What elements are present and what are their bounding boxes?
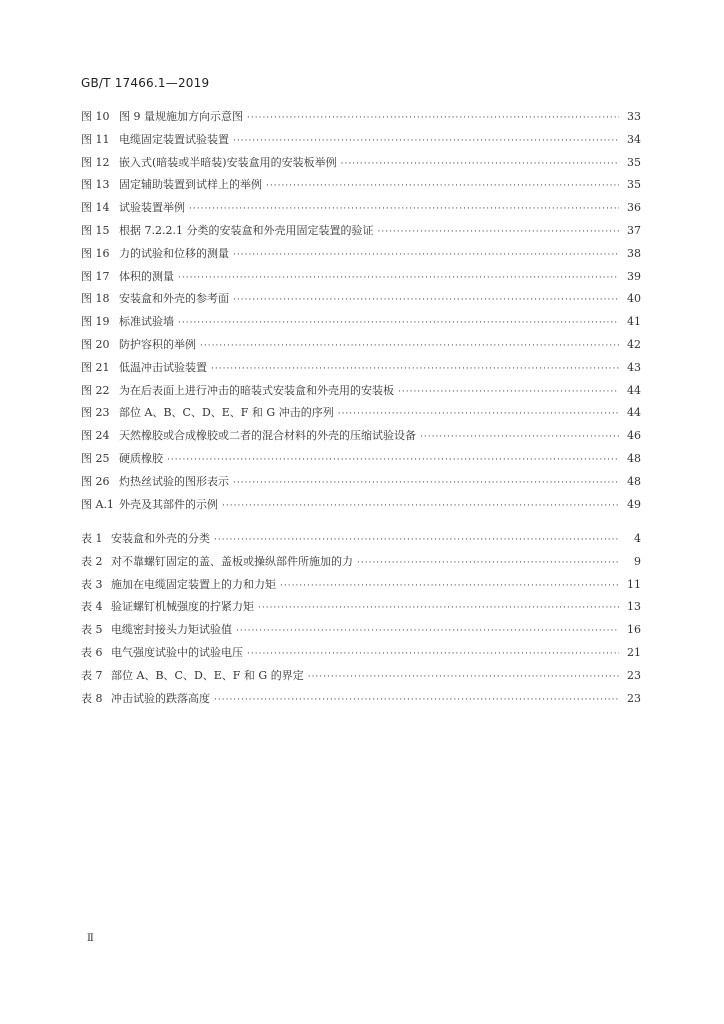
toc-entry-title: 灼热丝试验的图形表示 — [119, 474, 229, 488]
toc-row-figure — [81, 336, 641, 359]
toc-entry-title: 对不靠螺钉固定的盖、盖板或操纵部件所施加的力 — [111, 554, 353, 568]
toc-row-figure — [81, 450, 641, 473]
toc-row-figure — [81, 154, 641, 177]
toc-row-table — [81, 598, 641, 621]
toc-row-table — [81, 530, 641, 553]
toc-entry-number: 图 15 — [81, 223, 110, 237]
dot-leader — [377, 227, 619, 237]
toc-entry-number: 图 22 — [81, 383, 110, 397]
toc-entry-title: 部位 A、B、C、D、E、F 和 G 的界定 — [111, 668, 304, 682]
toc-entry-title: 为在后表面上进行冲击的暗装式安装盒和外壳用的安装板 — [119, 383, 394, 397]
toc-entry-page: 23 — [627, 691, 641, 705]
dot-leader — [222, 501, 619, 511]
toc-entry-title: 低温冲击试验装置 — [119, 360, 207, 374]
toc-entry-title: 验证螺钉机械强度的拧紧力矩 — [111, 600, 254, 614]
dot-leader — [247, 113, 619, 123]
toc-entry-number: 表 4 — [81, 600, 103, 614]
toc-row-table — [81, 576, 641, 599]
toc-row-table — [81, 690, 641, 713]
toc-entry-number: 图 18 — [81, 292, 110, 306]
dot-leader — [214, 695, 619, 705]
toc-entry-number: 图 20 — [81, 337, 110, 351]
toc-entry-title: 标准试验墙 — [119, 315, 174, 329]
dot-leader — [189, 204, 619, 214]
dot-leader — [233, 478, 619, 488]
dot-leader — [233, 136, 619, 146]
toc-row-figure — [81, 427, 641, 450]
toc-row-table — [81, 644, 641, 667]
toc-row-table — [81, 621, 641, 644]
toc-entry-page: 43 — [627, 360, 641, 374]
toc-entry-page: 37 — [627, 223, 641, 237]
dot-leader — [308, 672, 619, 682]
toc-entry-page: 48 — [627, 474, 641, 488]
toc-row-figure — [81, 245, 641, 268]
toc-entry-number: 表 5 — [81, 623, 103, 637]
toc-entry-number: 图 10 — [81, 110, 110, 123]
toc-entry-page: 35 — [627, 155, 641, 169]
toc-entry-title: 嵌入式(暗装或半暗装)安装盒用的安装板举例 — [119, 155, 337, 169]
toc-row-figure — [81, 313, 641, 336]
dot-leader — [280, 581, 619, 591]
toc-entry-title: 部位 A、B、C、D、E、F 和 G 冲击的序列 — [119, 406, 334, 420]
dot-leader — [167, 455, 619, 465]
toc-entry-title: 体积的测量 — [119, 269, 174, 283]
toc-entry-title: 冲击试验的跌落高度 — [111, 691, 210, 705]
toc-entry-page: 42 — [627, 337, 641, 351]
toc-row-figure — [81, 131, 641, 154]
toc-entry-page: 39 — [627, 269, 641, 283]
toc-entry-number: 图 16 — [81, 246, 110, 260]
toc-entry-title: 电缆密封接头力矩试验值 — [111, 623, 232, 637]
table-list — [81, 530, 641, 712]
toc-row-figure — [81, 290, 641, 313]
toc-row-figure — [81, 222, 641, 245]
toc-row-figure — [81, 176, 641, 199]
toc-entry-number: 图 21 — [81, 360, 110, 374]
toc-entry-page: 36 — [627, 201, 641, 215]
toc-entry-number: 表 1 — [81, 532, 103, 545]
toc-entry-title: 力的试验和位移的测量 — [119, 246, 229, 260]
toc-entry-page: 11 — [627, 577, 641, 591]
toc-entry-number: 图 25 — [81, 451, 110, 465]
toc-entry-page: 33 — [627, 110, 641, 123]
toc-entry-title: 图 9 量规施加方向示意图 — [119, 110, 243, 123]
toc-entry-title: 根据 7.2.2.1 分类的安装盒和外壳用固定装置的验证 — [119, 223, 374, 237]
toc-entry-page: 44 — [627, 383, 641, 397]
toc-entry-page: 40 — [627, 292, 641, 306]
toc-entry-number: 图 A.1 — [81, 497, 114, 511]
page-number: Ⅱ — [87, 933, 94, 944]
toc-entry-number: 表 7 — [81, 668, 103, 682]
dot-leader — [357, 558, 619, 568]
toc-entry-number: 表 3 — [81, 577, 103, 591]
dot-leader — [178, 273, 619, 283]
toc-entry-number: 图 24 — [81, 429, 110, 443]
dot-leader — [214, 535, 619, 545]
toc-entry-number: 图 13 — [81, 178, 110, 192]
toc-entry-number: 图 19 — [81, 315, 110, 329]
toc-entry-page: 13 — [627, 600, 641, 614]
toc-entry-number: 图 11 — [81, 132, 110, 146]
dot-leader — [200, 341, 619, 351]
toc-row-figure — [81, 382, 641, 405]
toc-entry-page: 34 — [627, 132, 641, 146]
toc-entry-number: 图 14 — [81, 201, 110, 215]
dot-leader — [233, 250, 619, 260]
dot-leader — [258, 603, 619, 613]
toc-entry-page: 16 — [627, 623, 641, 637]
toc-entry-page: 4 — [634, 532, 641, 545]
dot-leader — [211, 364, 619, 374]
toc-row-table — [81, 553, 641, 576]
toc-row-table — [81, 667, 641, 690]
toc-entry-title: 安装盒和外壳的分类 — [111, 532, 210, 545]
toc-row-figure — [81, 404, 641, 427]
toc-row-figure — [81, 108, 641, 131]
toc-entry-title: 硬质橡胶 — [119, 451, 163, 465]
toc-entry-number: 表 2 — [81, 554, 103, 568]
toc-entry-number: 表 8 — [81, 691, 103, 705]
toc-entry-title: 电气强度试验中的试验电压 — [111, 645, 243, 659]
toc-row-figure — [81, 268, 641, 291]
toc-entry-number: 图 26 — [81, 474, 110, 488]
dot-leader — [338, 409, 619, 419]
toc-entry-page: 35 — [627, 178, 641, 192]
dot-leader — [420, 432, 619, 442]
document-code: GB/T 17466.1—2019 — [81, 76, 210, 90]
dot-leader — [398, 387, 619, 397]
toc-entry-page: 23 — [627, 668, 641, 682]
toc-row-figure — [81, 359, 641, 382]
toc-entry-title: 电缆固定装置试验装置 — [119, 132, 229, 146]
dot-leader — [178, 318, 619, 328]
dot-leader — [266, 181, 619, 191]
toc-entry-page: 44 — [627, 406, 641, 420]
toc-entry-title: 施加在电缆固定装置上的力和力矩 — [111, 577, 276, 591]
toc-entry-page: 49 — [627, 497, 641, 511]
toc-entry-page: 46 — [627, 429, 641, 443]
toc-entry-number: 图 23 — [81, 406, 110, 420]
toc-entry-number: 表 6 — [81, 645, 103, 659]
dot-leader — [247, 649, 619, 659]
toc-entry-number: 图 12 — [81, 155, 110, 169]
toc-entry-page: 21 — [627, 645, 641, 659]
toc-entry-number: 图 17 — [81, 269, 110, 283]
toc-row-figure — [81, 473, 641, 496]
toc-entry-title: 试验装置举例 — [119, 201, 185, 215]
toc-entry-page: 48 — [627, 451, 641, 465]
dot-leader — [341, 159, 619, 169]
figure-list — [81, 108, 641, 518]
toc-entry-page: 41 — [627, 315, 641, 329]
toc-entry-title: 固定辅助装置到试样上的举例 — [119, 178, 262, 192]
toc-entry-title: 安装盒和外壳的参考面 — [119, 292, 229, 306]
dot-leader — [236, 626, 619, 636]
toc-entry-title: 防护容积的举例 — [119, 337, 196, 351]
toc-row-figure — [81, 496, 641, 519]
toc-row-figure — [81, 199, 641, 222]
toc-entry-title: 天然橡胶或合成橡胶或二者的混合材料的外壳的压缩试验设备 — [119, 429, 416, 443]
dot-leader — [233, 295, 619, 305]
toc-entry-page: 9 — [634, 554, 641, 568]
toc-entry-title: 外壳及其部件的示例 — [119, 497, 218, 511]
toc-entry-page: 38 — [627, 246, 641, 260]
